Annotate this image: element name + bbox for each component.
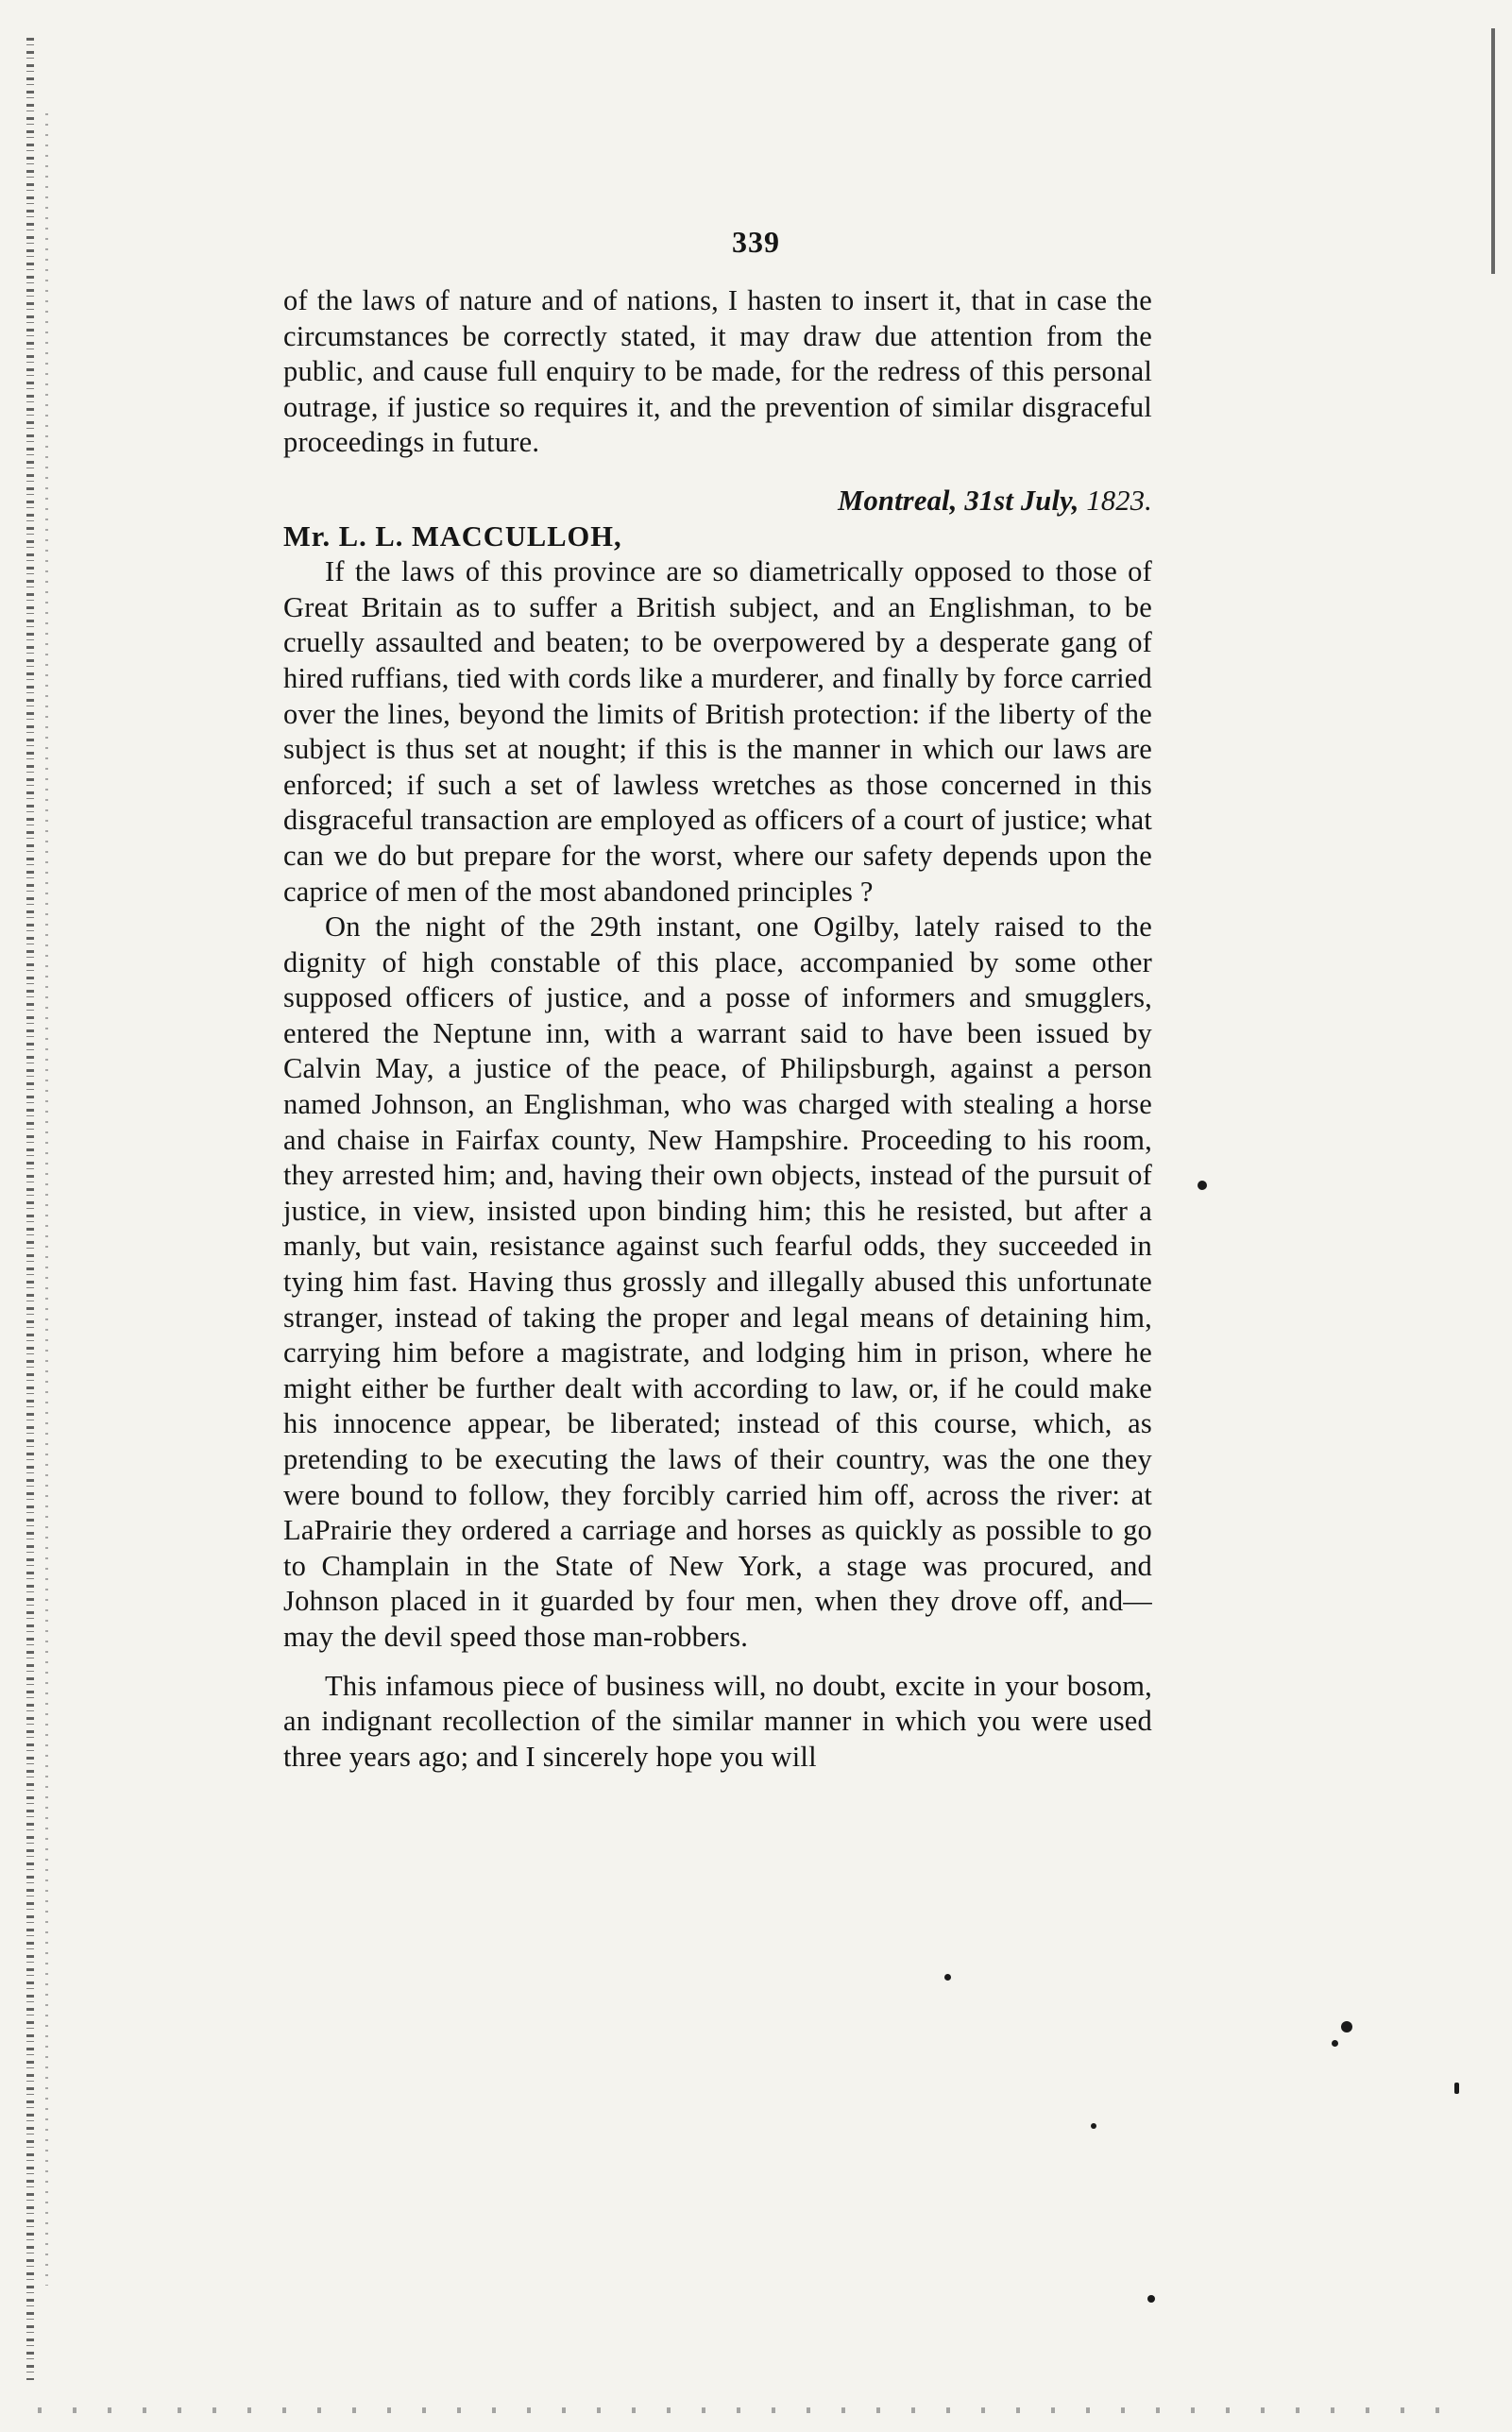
dateline — [283, 484, 1152, 519]
bleed-through-line — [283, 461, 1152, 484]
ink-speck — [1332, 2040, 1338, 2047]
addressee: Mr. L. L. MACCULLOH, — [283, 519, 622, 553]
dateline-year: 1823. — [1086, 484, 1152, 517]
page-edge-binding — [26, 38, 34, 2380]
ink-speck — [1091, 2123, 1096, 2129]
ink-speck — [1198, 1181, 1207, 1190]
ink-speck — [1341, 2021, 1352, 2032]
paragraph-laws-of-province: If the laws of this province are so diametrically opposed to those of Great Britain as to suffer a British subject, and an Englishman, to be cruelly assaulted and beaten; to be overpowered by a desperate gang of hired ruffians, tied with cords like a murderer, and finally by force carried over the lines, beyond the limits of British protection: if the liberty of the subject is thus set at nought; if this is the manner in which our laws are enforced; if such a set of lawless wretches as those concerned in this disgraceful transaction are employed as officers of a court of justice; what can we do but prepare for the worst, where our safety depends upon the caprice of men of the most abandoned principles ? — [283, 555, 1152, 908]
opening-paragraph: of the laws of nature and of nations, I hasten to insert it, that in case the circumstances be correctly stated, it may draw due attention from the public, and cause full enquiry to be made, for the redress of this personal outrage, if justice so requires it, and the prevention of similar disgraceful proceedings in future. — [283, 284, 1152, 459]
paragraph-night-of-29th: On the night of the 29th instant, one Ogilby, lately raised to the dignity of high constable of this place, accompanied by some other supposed officers of justice, and a posse of informers and smugglers, entered the Neptune inn, with a warrant said to have been issued by Calvin May, a justice of the peace, of Philipsburgh, against a person named Johnson, an Englishman, who was charged with stealing a horse and chaise in Fairfax county, New Hampshire. Proceeding to his room, they arrested him; and, having their own objects, instead of the pursuit of justice, in view, insisted upon binding him; this he resisted, but after a manly, but vain, resistance against such fearful odds, they succeeded in tying him fast. Having thus grossly and illegally abused this unfortunate stranger, instead of taking the proper and legal means of detaining him, carrying him before a magistrate, and lodging him in prison, where he might either be further dealt with according to law, or, if he could make his innocence appear, be liberated; instead of this course, which, as pretending to be executing the laws of their country, was the one they were bound to follow, they forcibly carried him off, across the river: at LaPrairie they ordered a carriage and horses as quickly as possible to go to Champlain in the State of New York, a stage was procured, and Johnson placed in it guarded by four men, when they drove off, and—may the devil speed those man-robbers. — [283, 910, 1152, 1653]
page-edge-binding-shadow — [45, 113, 48, 2286]
ink-speck — [1454, 2083, 1459, 2094]
ink-speck — [944, 1974, 951, 1981]
paragraph-infamous-business: This infamous piece of business will, no doubt, excite in your bosom, an indignant recollection of the similar manner in which you were used three years ago; and I sincerely hope you will — [283, 1669, 1152, 1773]
ink-speck — [1147, 2295, 1155, 2303]
dateline-place: Montreal, — [838, 484, 958, 517]
page-number: 339 — [732, 225, 780, 259]
letter-body — [283, 283, 1152, 1775]
dateline-date: 31st July, — [964, 484, 1079, 517]
page-bottom-noise — [38, 2407, 1454, 2413]
